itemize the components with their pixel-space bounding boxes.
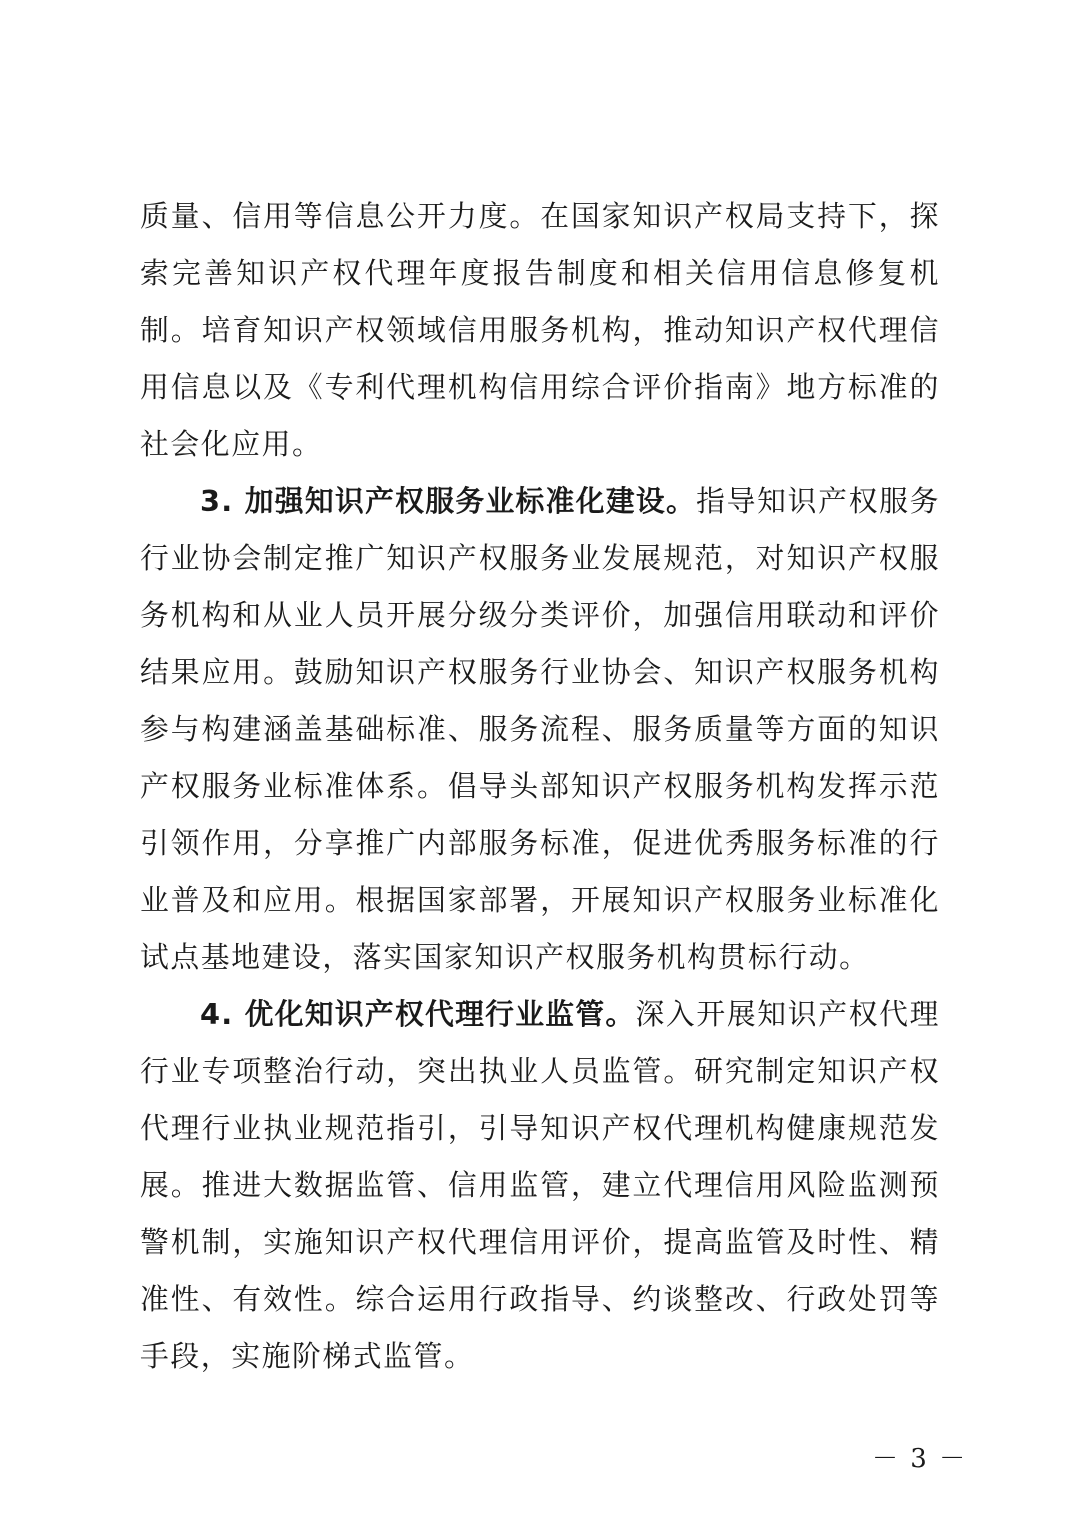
paragraph-text: 质量、信用等信息公开力度。在国家知识产权局支持下，探索完善知识产权代理年度报告制度和相关信用信息修复机制。培育知识产权领域信用服务机构，推动知识产权代理信用信息以及《专利代理机构信用综合评价指南》地方标准的社会化应用。 [140,199,940,461]
paragraph-section-3 [140,473,940,986]
paragraph-text: 指导知识产权服务行业协会制定推广知识产权服务业发展规范，对知识产权服务机构和从业人员开展分级分类评价，加强信用联动和评价结果应用。鼓励知识产权服务行业协会、知识产权服务机构参与构建涵盖基础标准、服务流程、服务质量等方面的知识产权服务业标准体系。倡导头部知识产权服务机构发挥示范引领作用，分享推广内部服务标准，促进优秀服务标准的行业普及和应用。根据国家部署，开展知识产权服务业标准化试点基地建设，落实国家知识产权服务机构贯标行动。 [140,484,940,974]
paragraph-section-4 [140,986,940,1385]
paragraph-text: 深入开展知识产权代理行业专项整治行动，突出执业人员监管。研究制定知识产权代理行业执业规范指引，引导知识产权代理机构健康规范发展。推进大数据监管、信用监管，建立代理信用风险监测预警机制，实施知识产权代理信用评价，提高监管及时性、精准性、有效性。综合运用行政指导、约谈整改、行政处罚等手段，实施阶梯式监管。 [140,997,940,1373]
section-heading: 4. 优化知识产权代理行业监管。 [200,997,636,1031]
page-number: － 3 － [872,1444,968,1474]
paragraph-continuation [140,188,940,473]
section-heading: 3. 加强知识产权服务业标准化建设。 [200,484,697,518]
document-body [140,188,940,1385]
